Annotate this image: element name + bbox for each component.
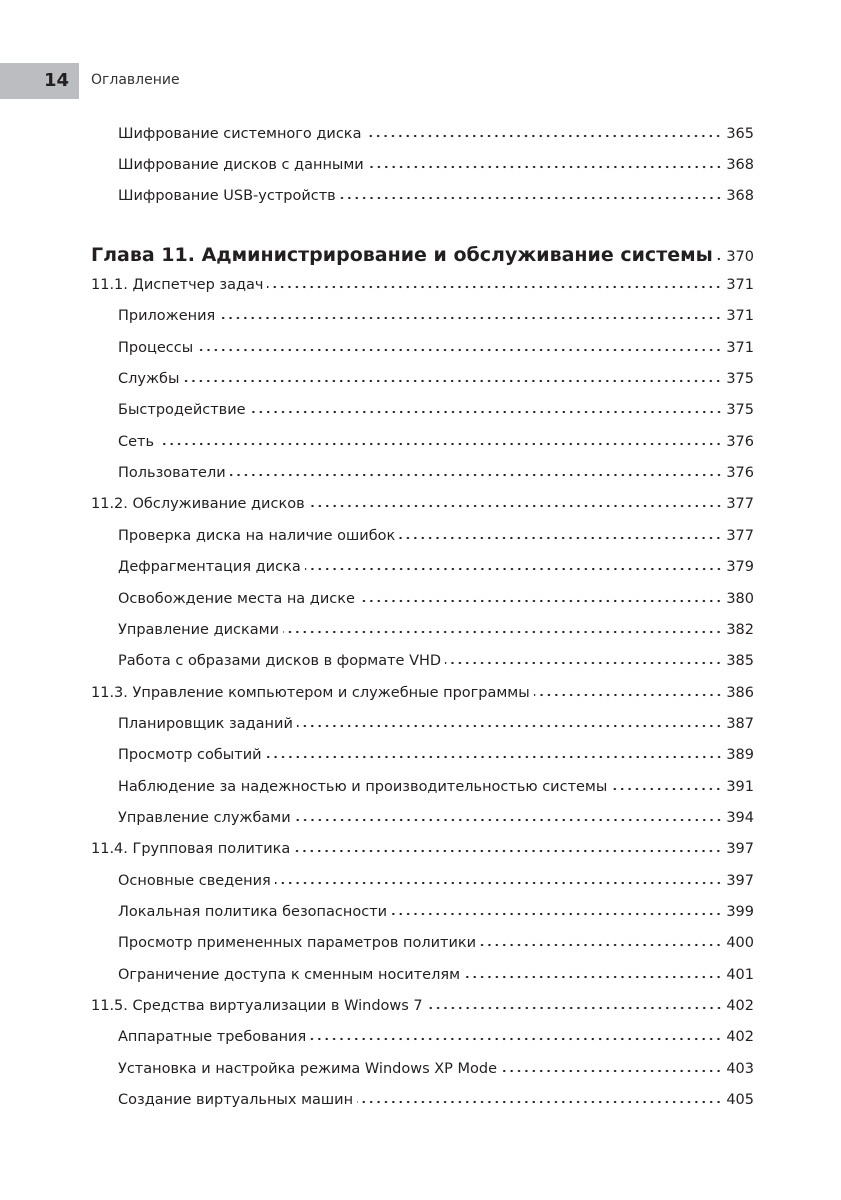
toc-entry: [91, 998, 754, 1018]
toc-entry-title: Шифрование дисков с данными: [118, 157, 364, 173]
toc-entry-page: 400: [726, 935, 754, 952]
toc-entry: [118, 157, 754, 177]
toc-entry-page: 403: [726, 1060, 754, 1077]
toc-entry-title: Управление службами: [118, 809, 291, 826]
dot-leader: [359, 599, 722, 603]
toc-entry-title: Локальная политика безопасности: [118, 904, 388, 920]
dot-leader: [230, 473, 723, 477]
toc-entry-page: 370: [726, 249, 754, 265]
toc-entry: [118, 308, 754, 328]
toc-entry-title: Просмотр примененных параметров политики: [118, 935, 477, 952]
toc-entry-title: Основные сведения: [118, 872, 271, 889]
toc-entry: [91, 685, 754, 705]
toc-entry-title: Работа с образами дисков в формате VHD: [118, 653, 442, 670]
toc-entry: [118, 434, 754, 454]
dot-leader: [266, 755, 723, 759]
toc-entry-page: 382: [726, 621, 754, 638]
toc-entry-title: Службы: [118, 371, 180, 388]
toc-entry-page: 377: [726, 527, 754, 544]
toc-entry-page: 379: [726, 559, 754, 576]
toc-entry-title: Сеть: [118, 433, 155, 450]
toc-entry: [118, 528, 754, 548]
toc-entry-page: 376: [726, 433, 754, 450]
toc-entry-title: Процессы: [118, 339, 194, 356]
toc-entry-title: Установка и настройка режима Windows XP Mode: [118, 1060, 498, 1077]
toc-entry-title: 11.2. Обслуживание дисков: [91, 496, 305, 513]
dot-leader: [501, 1069, 722, 1073]
toc-entry: [118, 465, 754, 485]
toc-entry-page: 368: [726, 188, 754, 204]
toc-entry-title: 11.5. Средства виртуализации в Windows 7: [91, 998, 423, 1015]
toc-entry-page: 386: [726, 684, 754, 701]
dot-leader: [275, 881, 723, 885]
toc-entry-title: Шифрование USB-устройств: [118, 188, 336, 204]
dot-leader: [391, 912, 722, 916]
toc-entry-title: 11.3. Управление компьютером и служебные программы: [91, 684, 530, 701]
toc-entry-title: Приложения: [118, 308, 216, 325]
toc-entry: [118, 1092, 754, 1112]
toc-entry: [118, 402, 754, 422]
toc-entry-page: 368: [726, 157, 754, 173]
dot-leader: [310, 1037, 722, 1041]
toc-entry: [118, 716, 754, 736]
toc-entry-title: Проверка диска на наличие ошибок: [118, 527, 396, 544]
dot-leader: [480, 943, 722, 947]
dot-leader: [283, 630, 722, 634]
toc-entry-page: 391: [726, 778, 754, 795]
toc-entry-page: 375: [726, 402, 754, 419]
toc-entry: [118, 935, 754, 955]
dot-leader: [427, 1006, 723, 1010]
dot-leader: [295, 818, 723, 822]
dot-leader: [368, 165, 723, 169]
toc-entry-page: 377: [726, 496, 754, 513]
toc-entry-title: Ограничение доступа к сменным носителям: [118, 966, 461, 983]
dot-leader: [250, 410, 723, 414]
toc-entry-page: 371: [726, 339, 754, 356]
toc-entry-page: 387: [726, 715, 754, 732]
toc-entry-title: Дефрагментация диска: [118, 559, 301, 576]
dot-leader: [309, 504, 723, 508]
toc-entry-page: 371: [726, 308, 754, 325]
toc-entry-title: 11.4. Групповая политика: [91, 841, 291, 858]
toc-entry: [118, 1061, 754, 1081]
toc-entry: [118, 747, 754, 767]
toc-entry-title: Планировщик заданий: [118, 715, 293, 732]
toc-entry-page: 375: [726, 371, 754, 388]
toc-entry: [118, 967, 754, 987]
toc-entry-page: 376: [726, 465, 754, 482]
toc-entry-title: 11.1. Диспетчер задач: [91, 277, 264, 293]
toc-entry: [118, 653, 754, 673]
toc-entry-page: 380: [726, 590, 754, 607]
toc-entry: [118, 873, 754, 893]
toc-entry: [91, 841, 754, 861]
dot-leader: [365, 134, 722, 138]
dot-leader: [399, 536, 722, 540]
toc-entry: [91, 277, 754, 297]
dot-leader: [305, 567, 723, 571]
toc-entry-title: Наблюдение за надежностью и производительностью системы: [118, 778, 608, 795]
dot-leader: [717, 257, 723, 261]
dot-leader: [183, 379, 722, 383]
toc-entry: [118, 810, 754, 830]
toc-entry: [118, 904, 754, 924]
dot-leader: [219, 316, 722, 320]
toc-entry-title: Управление дисками: [118, 621, 280, 638]
toc-entry-title: Глава 11. Администрирование и обслуживание системы: [91, 244, 713, 266]
toc-entry-title: Просмотр событий: [118, 747, 262, 764]
toc-entry-page: 401: [726, 966, 754, 983]
toc-entry-page: 397: [726, 841, 754, 858]
toc-chapter: [91, 244, 754, 264]
toc-entry: [118, 559, 754, 579]
toc-entry: [91, 496, 754, 516]
toc-entry: [118, 371, 754, 391]
toc-entry-title: Создание виртуальных машин: [118, 1092, 354, 1109]
toc-entry-page: 371: [726, 277, 754, 293]
running-title: Оглавление: [91, 72, 180, 88]
toc-entry: [118, 340, 754, 360]
toc-entry-page: 402: [726, 998, 754, 1015]
dot-leader: [464, 975, 722, 979]
toc-entry: [118, 779, 754, 799]
toc-entry-title: Шифрование системного диска: [118, 126, 362, 142]
toc-entry-page: 399: [726, 904, 754, 920]
toc-entry-page: 405: [726, 1092, 754, 1109]
toc-entry-title: Быстродействие: [118, 402, 246, 419]
toc-entry-title: Освобождение места на диске: [118, 590, 355, 607]
page-number-tab: [0, 63, 79, 99]
dot-leader: [267, 285, 722, 289]
toc-entry: [118, 126, 754, 146]
toc-entry: [118, 591, 754, 611]
dot-leader: [297, 724, 722, 728]
dot-leader: [197, 348, 722, 352]
dot-leader: [158, 442, 722, 446]
toc-entry-page: 394: [726, 809, 754, 826]
toc-entry: [118, 1029, 754, 1049]
toc-entry-page: 385: [726, 653, 754, 670]
page-number: 14: [43, 70, 69, 91]
toc-entry-page: 397: [726, 872, 754, 889]
toc-entry: [118, 622, 754, 642]
toc-entry-page: 365: [726, 126, 754, 142]
dot-leader: [611, 787, 722, 791]
dot-leader: [357, 1100, 722, 1104]
dot-leader: [340, 196, 723, 200]
toc-entry-title: Аппаратные требования: [118, 1029, 307, 1046]
dot-leader: [534, 693, 723, 697]
toc-entry-page: 402: [726, 1029, 754, 1046]
toc-entry: [118, 188, 754, 208]
toc-entry-page: 389: [726, 747, 754, 764]
dot-leader: [294, 849, 722, 853]
dot-leader: [445, 661, 722, 665]
toc-entry-title: Пользователи: [118, 465, 226, 482]
